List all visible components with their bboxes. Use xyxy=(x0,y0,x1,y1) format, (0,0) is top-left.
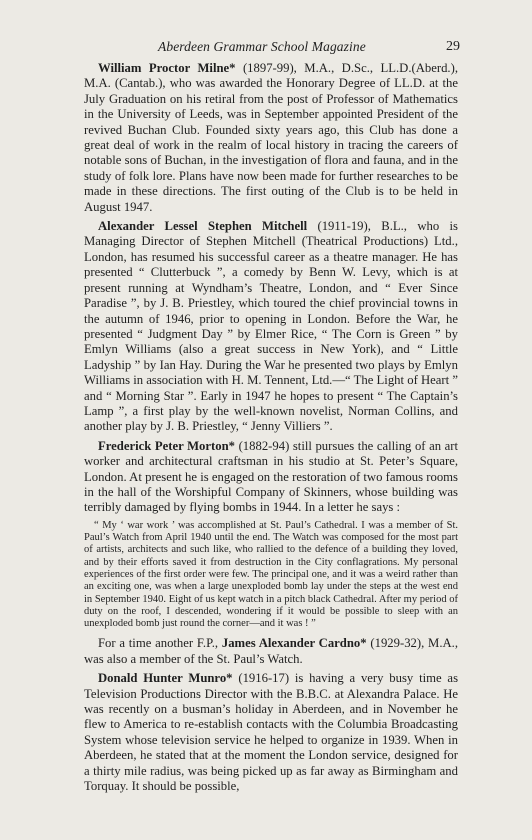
entry-morton xyxy=(84,439,458,516)
person-name: Alexander Lessel Stephen Mitchell xyxy=(98,219,308,234)
person-name: William Proctor Milne* xyxy=(98,61,236,75)
running-header xyxy=(84,38,458,56)
page-number: 29 xyxy=(446,39,460,54)
entry-text: (1882-94) still pursues the calling of an art worker and architectural craftsman in his studio at St. Peter’s Square, London. At present he is engaged on the restoration of two famous rooms in the hall of the Worshipful Company of Skinners, whose building was terribly damaged by flying bombs in 1944. In a letter he says : xyxy=(84,438,458,515)
entry-text: (1897-99), M.A., D.Sc., LL.D.(Aberd.), M.A. (Cantab.), who was awarded the Honorary Degree of LL.D. at the July Graduation on his retiral from the post of Professor of Mathematics in the University of Leeds, was in September appointed President of the revived Buchan Club. Founded sixty years ago, this Club has done a great deal of work in the realm of local history in tracing the careers of notable sons of Buchan, in the investigation of flora and fauna, and in the study of folk lore. Plans have now been made for further researches to be made in these directions. The first outing of the Club is to be held in August 1947. xyxy=(84,61,458,214)
entry-munro xyxy=(84,671,458,794)
entry-cardno xyxy=(84,636,458,667)
entry-milne xyxy=(84,61,458,215)
entry-mitchell xyxy=(84,219,458,435)
person-name: James Alexander Cardno* xyxy=(221,636,367,651)
letter-quote: “ My ‘ war work ’ was accomplished at St. Paul’s Cathedral. I was a member of St. Paul’s Watch from April 1940 until the end. The Watch was composed for the most part of artists, architects and such like, who rallied to the defence of a building they loved, and by their efforts saved it from destruction in the City conflagrations. My personal experiences of the first order were few. The principal one, and it was a weird rather than an exciting one, was when a large unexploded bomb lay under the steps at the west end in September 1940. Eight of us kept watch in a pitch black Cathedral. After my period of duty on the roof, I descended, wondering if it would be possible to sleep with an unexploded bomb just round the corner—and it was ! ” xyxy=(84,519,458,630)
entry-text: (1916-17) is having a very busy time as Television Productions Director with the B.B.C. at Alexandra Palace. He was recently on a busman’s holiday in Aberdeen, and in November he flew to America to re-establish contacts with the Columbia Broadcasting System whose television service he helped to organize in 1939. When in Aberdeen, he stated that at the moment the London service, designed for a thirty mile radius, was being picked up as far away as Birmingham and Torquay. It should be possible, xyxy=(84,671,459,794)
entry-text-before: For a time another F.P., xyxy=(98,636,222,651)
entry-text-after: (1929-32), M.A., was also a member of the St. Paul’s Watch. xyxy=(84,636,458,666)
running-title: Aberdeen Grammar School Magazine xyxy=(158,39,366,54)
person-name: Frederick Peter Morton* xyxy=(98,438,235,453)
entry-text: (1911-19), B.L., who is Managing Director of Stephen Mitchell (Theatrical Productions) Ltd., London, has resumed his successful career as a theatre manager. He has presented “ Clutterbuck ”, a comedy by Benn W. Levy, which is at present running at Wyndham’s Theatre, London, and “ Ever Since Paradise ”, by J. B. Priestley, which toured the chief provincial towns in the autumn of 1946, prior to opening in London. Before the War, he presented “ Judgment Day ” by Elmer Rice, “ The Corn is Green ” by Emlyn Williams (also a great success in New York), and “ Little Ladyship ” by Ian Hay. During the War he presented two plays by Emlyn Williams in association with H. M. Tennent, Ltd.—“ The Light of Heart ” and “ Morning Star ”. Early in 1947 he hopes to present “ The Captain’s Lamp ”, a first play by the well-known novelist, Norman Collins, and another play by J. B. Priestley, “ Jenny Villiers ”. xyxy=(84,219,458,434)
person-name: Donald Hunter Munro* xyxy=(98,671,233,686)
